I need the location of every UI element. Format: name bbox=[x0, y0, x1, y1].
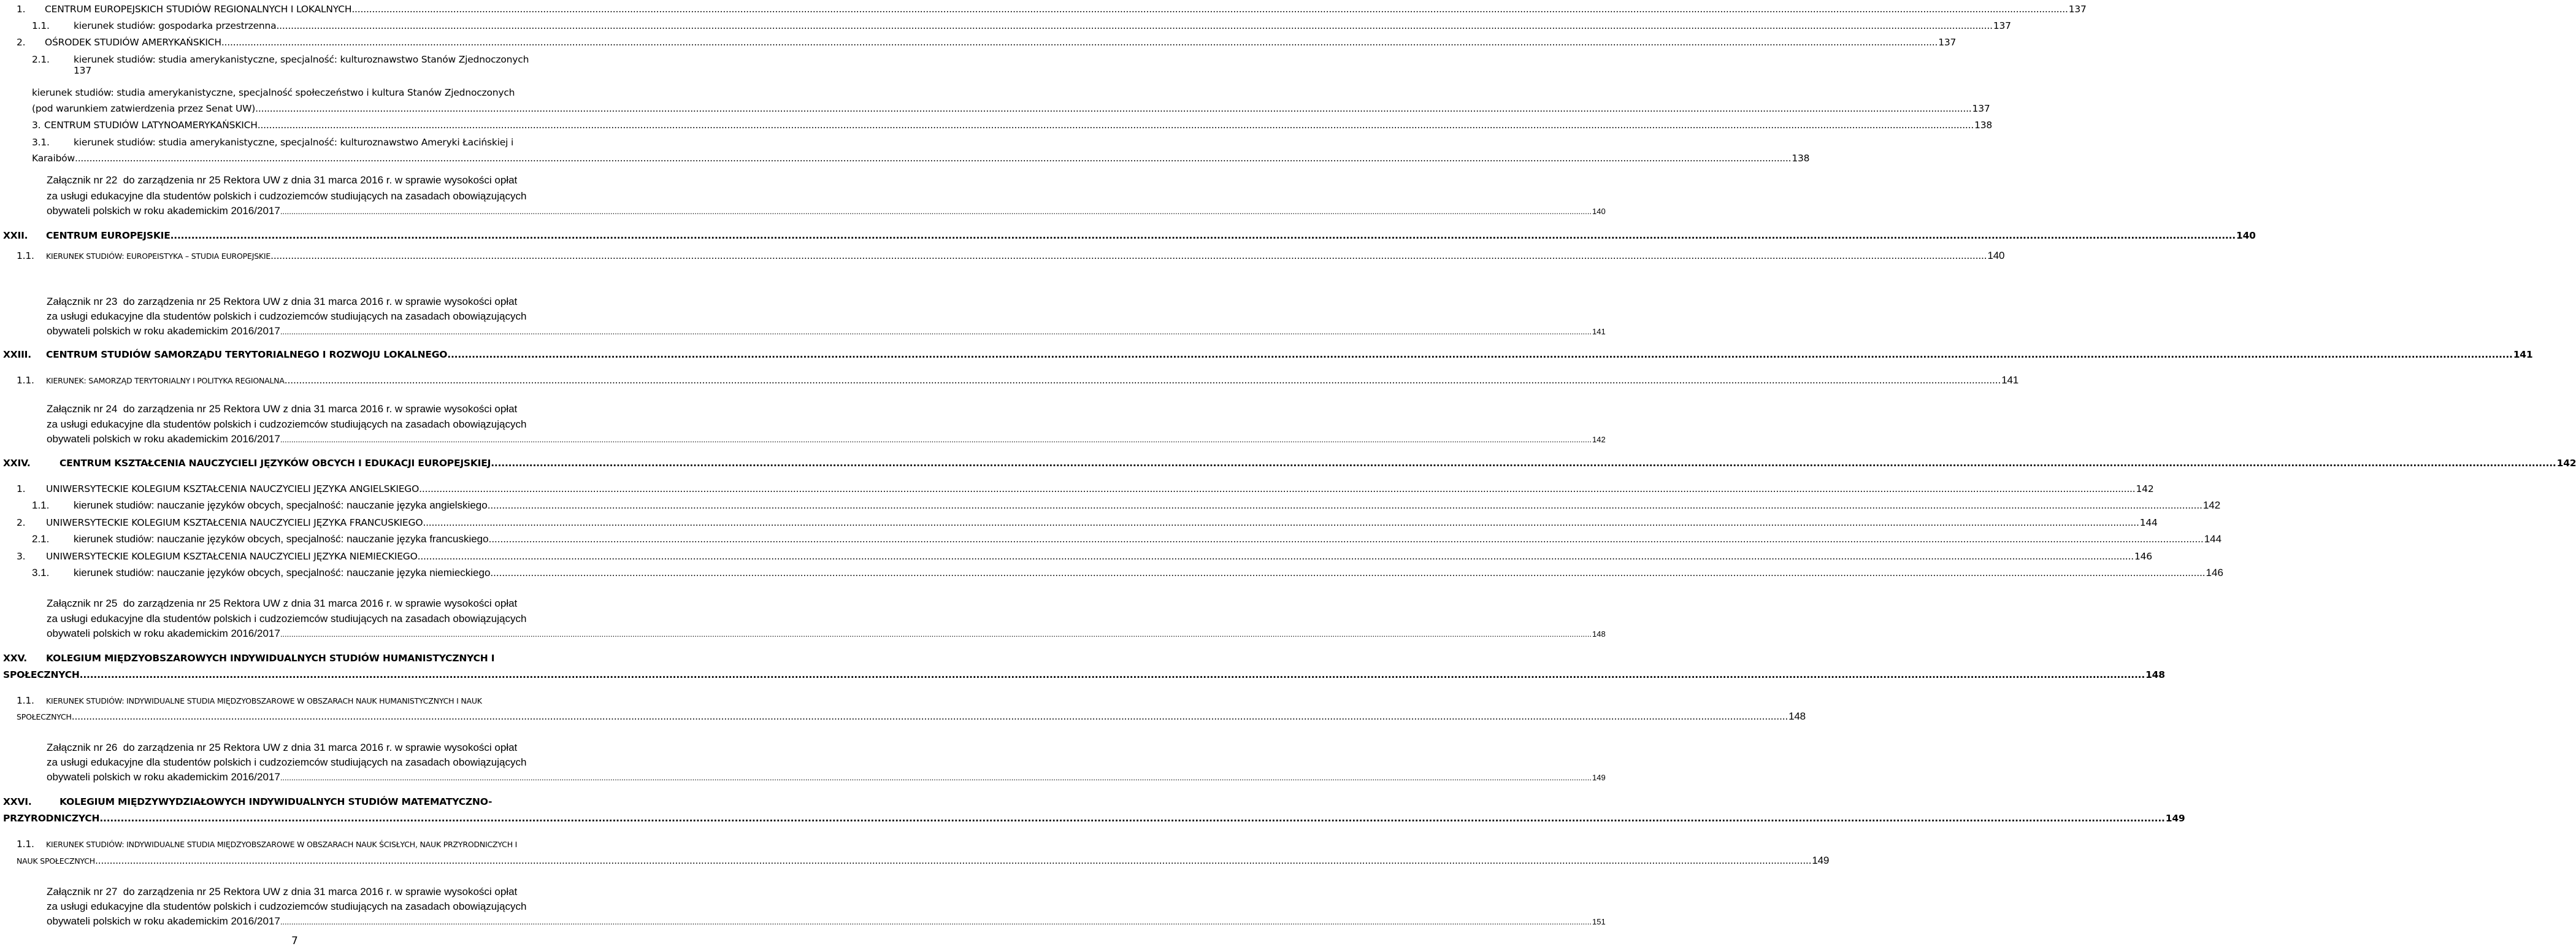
toc-section[interactable] bbox=[3, 651, 589, 665]
toc-number: 2.1. bbox=[32, 54, 50, 65]
toc-title: KOLEGIUM MIĘDZYWYDZIAŁOWYCH INDYWIDUALNYCH STUDIÓW MATEMATYCZNO- bbox=[59, 796, 493, 807]
toc-title: CENTRUM STUDIÓW SAMORZĄDU TERYTORIALNEGO I ROZWOJU LOKALNEGO bbox=[46, 349, 448, 360]
toc-page: 137 bbox=[2068, 4, 2087, 15]
toc-number: 2.1. bbox=[32, 533, 50, 545]
toc-entry[interactable] bbox=[32, 532, 2222, 546]
toc-title: kierunek studiów: nauczanie języków obcych, specjalność: nauczanie języka francuskiego bbox=[74, 533, 489, 545]
toc-number: 3. bbox=[32, 120, 41, 131]
toc-title: (pod warunkiem zatwierdzenia przez Senat UW) bbox=[32, 103, 256, 114]
annex-line: za usługi edukacyjne dla studentów polskich i cudzoziemców studiujących na zasadach obowiązujących bbox=[47, 613, 527, 624]
annex-line: za usługi edukacyjne dla studentów polskich i cudzoziemców studiujących na zasadach obowiązujących bbox=[47, 901, 527, 912]
annex-line: za usługi edukacyjne dla studentów polskich i cudzoziemców studiujących na zasadach obowiązujących bbox=[47, 756, 527, 768]
toc-entry[interactable] bbox=[47, 204, 1606, 218]
toc-number: XXV. bbox=[3, 653, 27, 664]
toc-page: 137 bbox=[1938, 37, 1957, 48]
toc-title: Karaibów bbox=[32, 153, 75, 164]
toc-entry[interactable] bbox=[17, 249, 2005, 263]
toc-page: 144 bbox=[2139, 517, 2158, 528]
toc-page: 149 bbox=[1592, 773, 1606, 782]
annex-line: obywateli polskich w roku akademickim 2016/2017 bbox=[47, 915, 280, 927]
toc-page: 142 bbox=[2202, 499, 2221, 511]
toc-page: 142 bbox=[2136, 483, 2154, 494]
toc-title: KIERUNEK: SAMORZĄD TERYTORIALNY I POLITYKA REGIONALNA bbox=[46, 376, 285, 385]
toc-section[interactable] bbox=[3, 795, 589, 809]
toc-number: XXVI. bbox=[3, 796, 32, 807]
toc-title: OŚRODEK STUDIÓW AMERYKAŃSKICH bbox=[45, 37, 221, 48]
toc-title: NAUK SPOŁECZNYCH bbox=[17, 856, 95, 866]
toc-title: CENTRUM EUROPEJSKICH STUDIÓW REGIONALNYCH I LOKALNYCH bbox=[45, 4, 352, 15]
toc-title: kierunek studiów: nauczanie języków obcych, specjalność: nauczanie języka niemieckiego bbox=[74, 567, 491, 578]
annex-line: za usługi edukacyjne dla studentów polskich i cudzoziemców studiujących na zasadach obowiązujących bbox=[47, 418, 527, 430]
toc-page: 142 bbox=[2556, 458, 2576, 469]
toc-entry[interactable] bbox=[32, 152, 1810, 165]
toc-entry[interactable] bbox=[17, 374, 2018, 388]
toc-page: 149 bbox=[2165, 813, 2185, 824]
toc-section[interactable] bbox=[3, 229, 2256, 242]
toc-page: 140 bbox=[1987, 250, 2005, 261]
toc-title: KIERUNEK STUDIÓW: EUROPEISTYKA – STUDIA EUROPEJSKIE bbox=[46, 252, 271, 261]
toc-number: 1.1. bbox=[17, 375, 34, 386]
annex-number: 27 bbox=[105, 886, 118, 897]
toc-title: SPOŁECZNYCH bbox=[17, 712, 72, 721]
annex-line: Załącznik nr 24 do zarządzenia nr 25 Rektora UW z dnia 31 marca 2016 r. w sprawie wysokości opłat bbox=[47, 403, 518, 415]
toc-title: kierunek studiów: studia amerykanistyczne, specjalność: kulturoznawstwo Ameryki Łacińskiej i bbox=[74, 137, 514, 148]
toc-page: 151 bbox=[1592, 917, 1606, 926]
toc-number: 3. bbox=[17, 551, 26, 562]
toc-number: 1. bbox=[17, 483, 26, 494]
toc-page: 137 bbox=[1972, 103, 1990, 114]
toc-number: 1.1. bbox=[17, 839, 34, 850]
toc-number: 1.1. bbox=[17, 695, 34, 706]
toc-entry[interactable] bbox=[17, 516, 2158, 529]
annex-line: obywateli polskich w roku akademickim 2016/2017 bbox=[47, 628, 280, 639]
toc-title: UNIWERSYTECKIE KOLEGIUM KSZTAŁCENIA NAUCZYCIELI JĘZYKA NIEMIECKIEGO bbox=[46, 551, 418, 562]
toc-page: 140 bbox=[2236, 230, 2256, 241]
toc-entry[interactable] bbox=[3, 668, 2165, 682]
toc-entry[interactable] bbox=[32, 102, 1990, 115]
annex-line: Załącznik nr 23 do zarządzenia nr 25 Rektora UW z dnia 31 marca 2016 r. w sprawie wysokości opłat bbox=[47, 296, 518, 307]
toc-title: PRZYRODNICZYCH bbox=[3, 813, 100, 824]
toc-page: 144 bbox=[2204, 533, 2222, 545]
annex-line: Załącznik nr 22 do zarządzenia nr 25 Rektora UW z dnia 31 marca 2016 r. w sprawie wysokości opłat bbox=[47, 174, 518, 186]
toc-number: XXII. bbox=[3, 230, 28, 241]
toc-page: 141 bbox=[2513, 349, 2533, 360]
toc-entry[interactable] bbox=[17, 694, 587, 708]
toc-page: 146 bbox=[2134, 551, 2152, 562]
toc-entry[interactable] bbox=[32, 118, 1993, 132]
toc-entry[interactable] bbox=[17, 837, 587, 851]
annex-number: 23 bbox=[105, 296, 118, 307]
annex-line: obywateli polskich w roku akademickim 2016/2017 bbox=[47, 433, 280, 445]
toc-page: 142 bbox=[1592, 435, 1606, 444]
toc-title: UNIWERSYTECKIE KOLEGIUM KSZTAŁCENIA NAUCZYCIELI JĘZYKA FRANCUSKIEGO bbox=[46, 517, 423, 528]
annex-line: za usługi edukacyjne dla studentów polskich i cudzoziemców studiujących na zasadach obowiązujących bbox=[47, 190, 527, 202]
toc-entry[interactable] bbox=[17, 482, 2154, 496]
toc-title: kierunek studiów: studia amerykanistyczne, specjalność: kulturoznawstwo Stanów Zjednoczonych bbox=[74, 54, 529, 65]
toc-number: 1.1. bbox=[32, 499, 50, 511]
annex-line: Załącznik nr 25 do zarządzenia nr 25 Rektora UW z dnia 31 marca 2016 r. w sprawie wysokości opłat bbox=[47, 597, 518, 609]
toc-title: KOLEGIUM MIĘDZYOBSZAROWYCH INDYWIDUALNYCH STUDIÓW HUMANISTYCZNYCH I bbox=[46, 653, 495, 664]
toc-entry[interactable] bbox=[47, 432, 1606, 447]
toc-page: 146 bbox=[2206, 567, 2223, 578]
toc-entry[interactable] bbox=[17, 550, 2152, 563]
toc-entry[interactable] bbox=[17, 854, 1830, 868]
toc-page: 149 bbox=[1812, 855, 1830, 866]
annex-line: obywateli polskich w roku akademickim 2016/2017 bbox=[47, 325, 280, 337]
toc-page: 141 bbox=[2001, 374, 2018, 386]
toc-number: XXIV. bbox=[3, 458, 31, 469]
toc-section[interactable] bbox=[3, 348, 2533, 361]
toc-page: 138 bbox=[1792, 153, 1810, 164]
toc-title: CENTRUM KSZTAŁCENIA NAUCZYCIELI JĘZYKÓW OBCYCH I EDUKACJI EUROPEJSKIEJ bbox=[59, 458, 491, 469]
annex-number: 22 bbox=[105, 174, 118, 186]
toc-entry[interactable] bbox=[47, 770, 1606, 785]
toc-number: XXIII. bbox=[3, 349, 31, 360]
toc-entry[interactable] bbox=[32, 499, 2221, 512]
annex-line: obywateli polskich w roku akademickim 2016/2017 bbox=[47, 771, 280, 783]
toc-number: 1. bbox=[17, 4, 26, 15]
annex-line: za usługi edukacyjne dla studentów polskich i cudzoziemców studiujących na zasadach obowiązujących bbox=[47, 310, 527, 322]
toc-title: KIERUNEK STUDIÓW: INDYWIDUALNE STUDIA MIĘDZYOBSZAROWE W OBSZARACH NAUK ŚCISŁYCH, NAUK PRZYRODNICZYCH I bbox=[46, 840, 518, 849]
toc-entry[interactable] bbox=[47, 325, 1606, 339]
toc-section[interactable] bbox=[3, 456, 2576, 470]
toc-page: 140 bbox=[1592, 207, 1606, 216]
toc-page: 137 bbox=[74, 65, 91, 76]
toc-title: kierunek studiów: gospodarka przestrzenna bbox=[74, 20, 277, 31]
toc-page: 148 bbox=[1788, 710, 1806, 722]
annex-number: 26 bbox=[105, 742, 118, 753]
toc-entry[interactable] bbox=[17, 710, 1806, 724]
annex-number: 24 bbox=[105, 403, 118, 415]
toc-page: 141 bbox=[1592, 327, 1606, 336]
toc-entry[interactable] bbox=[3, 812, 2185, 825]
toc-entry[interactable] bbox=[32, 566, 2223, 580]
toc-page: 148 bbox=[1592, 629, 1606, 639]
toc-page: 148 bbox=[2145, 669, 2165, 680]
toc-page: 138 bbox=[1974, 120, 1993, 131]
toc-number: 3.1. bbox=[32, 137, 50, 148]
annex-line: Załącznik nr 26 do zarządzenia nr 25 Rektora UW z dnia 31 marca 2016 r. w sprawie wysokości opłat bbox=[47, 742, 518, 753]
toc-number: 2. bbox=[17, 37, 26, 48]
toc-entry[interactable] bbox=[17, 36, 1957, 49]
toc-title: UNIWERSYTECKIE KOLEGIUM KSZTAŁCENIA NAUCZYCIELI JĘZYKA ANGIELSKIEGO bbox=[46, 483, 420, 494]
toc-page: 137 bbox=[1993, 20, 2011, 31]
toc-title: KIERUNEK STUDIÓW: INDYWIDUALNE STUDIA MIĘDZYOBSZAROWE W OBSZARACH NAUK HUMANISTYCZNYCH I NAUK bbox=[46, 696, 482, 705]
toc-title: CENTRUM STUDIÓW LATYNOAMERYKAŃSKICH bbox=[44, 120, 258, 131]
toc-title: kierunek studiów: nauczanie języków obcych, specjalność: nauczanie języka angielskiego bbox=[74, 499, 488, 511]
toc-entry[interactable] bbox=[47, 627, 1606, 641]
annex-line: Załącznik nr 27 do zarządzenia nr 25 Rektora UW z dnia 31 marca 2016 r. w sprawie wysokości opłat bbox=[47, 886, 518, 897]
toc-title[interactable]: kierunek studiów: studia amerykanistyczne, specjalność społeczeństwo i kultura Stanów Zjednoczonych bbox=[32, 87, 515, 98]
toc-title: CENTRUM EUROPEJSKIE bbox=[46, 230, 171, 241]
toc-number: 3.1. bbox=[32, 567, 50, 578]
toc-entry[interactable] bbox=[47, 915, 1606, 929]
page-number: 7 bbox=[291, 935, 298, 947]
toc-entry[interactable] bbox=[17, 2, 2087, 16]
toc-number: 1.1. bbox=[32, 20, 50, 31]
toc-entry[interactable] bbox=[32, 19, 2011, 33]
toc-title: SPOŁECZNYCH bbox=[3, 669, 80, 680]
toc-number: 1.1. bbox=[17, 250, 34, 261]
toc-number: 2. bbox=[17, 517, 26, 528]
toc-entry[interactable] bbox=[32, 136, 590, 149]
toc-entry[interactable] bbox=[32, 53, 590, 66]
annex-number: 25 bbox=[105, 597, 118, 609]
annex-line: obywateli polskich w roku akademickim 2016/2017 bbox=[47, 205, 280, 217]
